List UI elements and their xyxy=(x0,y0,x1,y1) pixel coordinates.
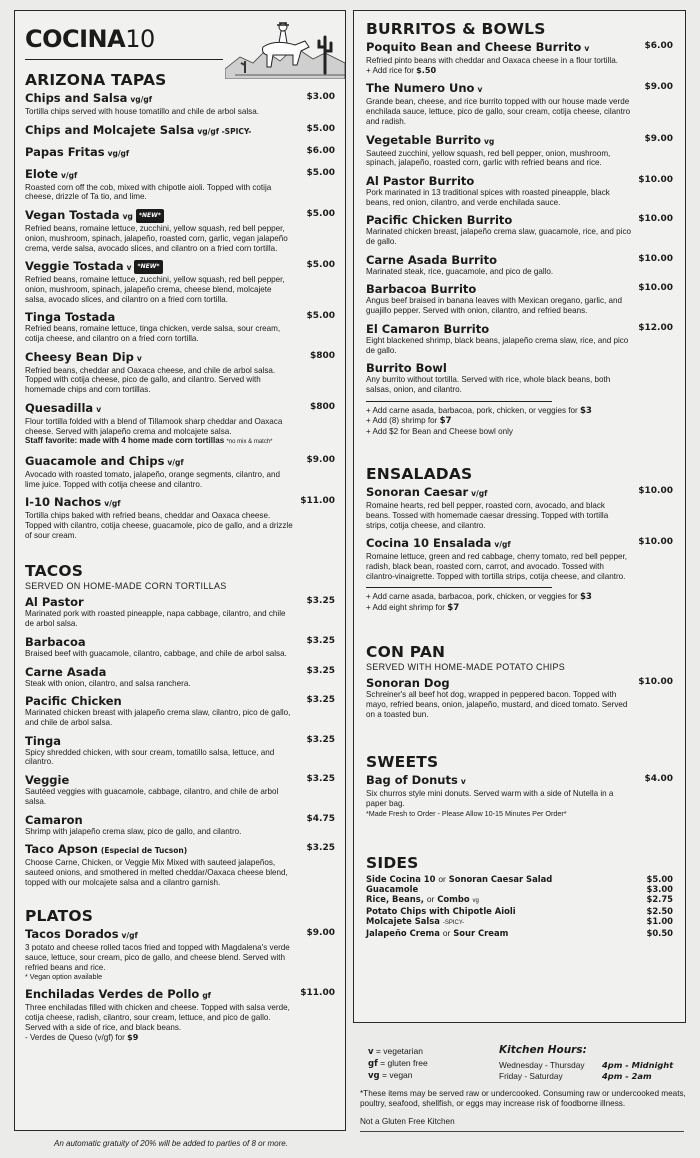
side-a: Potato Chips with Chipotle Aioli xyxy=(366,905,516,916)
item-description: Refried pinto beans with cheddar and Oaxaca cheese in a flour tortilla. xyxy=(366,56,618,65)
diet-tag: (Especial de Tucson) xyxy=(100,846,188,856)
item-title: Tacos Dorados xyxy=(25,927,119,942)
item-price: $10.00 xyxy=(638,677,673,688)
con-pan-subheading: SERVED WITH HOME-MADE POTATO CHIPS xyxy=(366,662,566,673)
item-description: Marinated steak, rice, guacamole, and pico de gallo. xyxy=(366,266,554,276)
item-description: Tortilla chips baked with refried beans, cheddar and Oaxaca cheese. Topped with cilantro, cotija cheese, guacamole, pico de gallo, and a drizzle of sour cream. xyxy=(25,511,293,540)
menu-item xyxy=(366,773,673,817)
item-name xyxy=(366,361,631,375)
item-price: $9.00 xyxy=(644,82,673,93)
left-menu-panel xyxy=(14,10,346,1131)
item-description: Pork marinated in 13 traditional spices with roasted pineapple, black beans, red onion, cilantro, and verde enchilada sauce. xyxy=(366,187,610,207)
menu-item xyxy=(25,401,335,448)
side-tag: vg xyxy=(472,897,479,904)
diet-tag: v/gf xyxy=(61,170,78,180)
item-addon xyxy=(366,66,631,76)
side-name xyxy=(366,928,508,938)
item-name xyxy=(25,595,293,609)
item-name xyxy=(25,145,293,161)
burritos-divider xyxy=(366,401,552,402)
item-description: Eight blackened shrimp, black beans, jalapeño crema slaw, rice, and pico de gallo. xyxy=(366,335,629,355)
item-title: Barbacoa Burrito xyxy=(366,282,477,297)
side-price: $1.00 xyxy=(646,915,673,926)
diet-tag: vg/gf xyxy=(107,148,130,158)
addon-price: $3 xyxy=(579,405,592,416)
diet-tag: gf xyxy=(202,991,211,1001)
addon-text: + Add rice for xyxy=(366,65,414,75)
new-badge: *NEW* xyxy=(134,260,162,274)
item-title: I-10 Nachos xyxy=(25,495,102,510)
menu-item xyxy=(366,485,673,530)
menu-item xyxy=(25,454,335,489)
item-name xyxy=(25,123,293,139)
diet-tag: v xyxy=(477,85,483,95)
side-price: $2.50 xyxy=(646,905,673,916)
item-name xyxy=(366,536,631,552)
item-price: $5.00 xyxy=(306,167,335,178)
item-description: Refried beans, romaine lettuce, tinga chicken, verde salsa, sour cream, cotija cheese, and cilantro on a fried corn tortilla. xyxy=(25,324,281,344)
item-description: Six churros style mini donuts. Served warm with a side of Nutella in a paper bag. xyxy=(366,789,614,809)
menu-item xyxy=(25,350,335,395)
item-title: Guacamole and Chips xyxy=(25,453,165,468)
side-or: or xyxy=(442,927,451,938)
item-description: Steak with onion, cilantro, and salsa ranchera. xyxy=(25,678,191,688)
menu-item xyxy=(366,282,673,315)
item-description: Marinated chicken breast, jalapeño crema slaw, guacamole, rice, and pico de gallo. xyxy=(366,227,631,247)
item-description: Sautéed veggies with guacamole, cabbage, cilantro, and chile de arbol salsa. xyxy=(25,787,279,806)
item-name xyxy=(25,454,293,470)
item-price: $800 xyxy=(309,401,335,412)
menu-item xyxy=(25,734,335,767)
item-title: Carne Asada xyxy=(25,664,107,679)
side-a: Guacamole xyxy=(366,883,419,894)
ensaladas-list xyxy=(366,485,673,581)
item-name xyxy=(25,91,293,107)
legend-row xyxy=(368,1058,428,1070)
item-name xyxy=(25,635,293,649)
item-description: Sauteed zucchini, yellow squash, red bell pepper, onion, mushroom, spinach, jalapeño, roasted corn, garlic with refried beans and rice. xyxy=(366,148,611,168)
item-name xyxy=(25,842,293,858)
arizona-tapas-heading: ARIZONA TAPAS xyxy=(25,71,167,89)
item-name xyxy=(25,208,293,224)
side-b: Sonoran Caesar Salad xyxy=(448,873,553,884)
item-name xyxy=(366,322,631,336)
legend-label: = gluten free xyxy=(380,1058,428,1068)
item-title: Taco Apson xyxy=(25,842,98,857)
menu-item xyxy=(25,123,335,139)
item-title: Veggie xyxy=(25,773,70,788)
addon-line xyxy=(366,592,673,603)
legend-key: gf xyxy=(368,1059,378,1069)
tacos-list xyxy=(25,595,335,887)
diet-tag: vg/gf xyxy=(130,95,153,104)
item-description: Spicy shredded chicken, with sour cream, tomatillo salsa, lettuce, and cilantro. xyxy=(25,747,275,767)
burritos-addons xyxy=(366,406,673,438)
item-title: Barbacoa xyxy=(25,634,86,649)
item-name xyxy=(366,676,631,690)
side-row xyxy=(366,884,673,894)
item-title: Sonoran Caesar xyxy=(366,485,469,500)
menu-item xyxy=(25,259,335,304)
item-title: Al Pastor xyxy=(25,595,84,610)
hours-time: 4pm - Midnight xyxy=(602,1060,674,1070)
diet-tag: v/gf xyxy=(494,540,511,550)
diet-tag: v/gf xyxy=(167,457,184,467)
item-price: $800 xyxy=(309,350,335,361)
menu-item xyxy=(25,773,335,806)
extra-text: - Verdes de Queso (v/gf) for xyxy=(25,1032,125,1042)
menu-item xyxy=(366,361,673,394)
diet-tag: v xyxy=(136,353,142,363)
item-title: Chips and Molcajete Salsa xyxy=(25,122,195,137)
addon-text: + Add carne asada, barbacoa, pork, chicken, or veggies for xyxy=(366,592,578,602)
item-name xyxy=(366,253,631,267)
hours-days: Friday - Saturday xyxy=(499,1070,563,1081)
sides-list xyxy=(366,874,673,938)
menu-item xyxy=(366,253,673,277)
item-price: $11.00 xyxy=(300,988,335,999)
item-price: $10.00 xyxy=(638,253,673,264)
item-name xyxy=(25,167,293,183)
con-pan-list xyxy=(366,676,673,719)
side-row xyxy=(366,874,673,884)
item-description: Marinated chicken breast with jalapeño crema slaw, cilantro, pico de gallo, and chile de arbol salsa. xyxy=(25,708,291,727)
hours-row xyxy=(499,1060,689,1071)
hours-row xyxy=(499,1071,689,1082)
item-description: Refried beans, cheddar and Oaxaca cheese, and chile de arbol salsa. Topped with cotija cheese, pico de gallo, and cilantro. Served with homemade chips and corn tortillas. xyxy=(25,365,276,395)
item-price: $4.00 xyxy=(644,774,673,785)
item-title: Veggie Tostada xyxy=(25,259,124,274)
item-description: Refried beans, romaine lettuce, zucchini, yellow squash, red bell pepper, onion, mushroom, spinach, jalapeño crema, cheese blend, molcajete salsa, avocado slices, and cilantro on a fried corn tortilla. xyxy=(25,275,285,304)
item-title: Enchiladas Verdes de Pollo xyxy=(25,987,200,1002)
menu-item xyxy=(25,167,335,202)
item-name xyxy=(366,213,631,227)
addon-line xyxy=(366,427,673,438)
footer-divider xyxy=(360,1131,684,1132)
addon-text: + Add (8) shrimp for xyxy=(366,416,438,426)
item-title: The Numero Uno xyxy=(366,81,475,96)
menu-item xyxy=(366,40,673,75)
logo-divider xyxy=(25,59,223,60)
item-name xyxy=(25,987,293,1003)
side-price: $5.00 xyxy=(646,873,673,884)
item-description: Avocado with roasted tomato, jalapeño, orange segments, cilantro, and lime juice. Topped with cotija cheese and cilantro. xyxy=(25,469,280,489)
addon-price: $7 xyxy=(447,602,460,613)
item-title: Vegetable Burrito xyxy=(366,132,481,147)
ensaladas-addons xyxy=(366,592,673,613)
menu-item xyxy=(25,208,335,253)
menu-item xyxy=(366,81,673,126)
sweets-list xyxy=(366,773,673,817)
item-title: Tinga Tostada xyxy=(25,310,116,325)
sweets-heading: SWEETS xyxy=(366,753,439,772)
new-badge: *NEW* xyxy=(136,209,164,223)
item-description: Roasted corn off the cob, mixed with chipotle aioli. Topped with cotija cheese, drizzle of Ta tio, and lime. xyxy=(25,182,272,202)
gratuity-note: An automatic gratuity of 20% will be added to parties of 8 or more. xyxy=(54,1139,288,1148)
gluten-free-note: Not a Gluten Free Kitchen xyxy=(360,1117,455,1126)
menu-item xyxy=(25,310,335,343)
sides-heading: SIDES xyxy=(366,853,419,872)
side-price: $0.50 xyxy=(646,927,673,938)
item-description: Tortilla chips served with house tomatillo and chile de arbol salsa. xyxy=(25,107,259,116)
cowboy-desert-illustration xyxy=(225,17,345,79)
side-price: $2.75 xyxy=(646,893,673,904)
item-title: Vegan Tostada xyxy=(25,208,120,223)
menu-item xyxy=(25,842,335,887)
diet-tag: vg xyxy=(483,136,495,146)
menu-item xyxy=(25,987,335,1042)
item-note: *Made Fresh to Order - Please Allow 10-15 Minutes Per Order* xyxy=(366,808,567,818)
item-name xyxy=(366,485,631,501)
brand-logo: COCINA10 xyxy=(25,25,155,53)
menu-item xyxy=(25,694,335,727)
item-description: Flour tortilla folded with a blend of Tillamook sharp cheddar and Oaxaca cheese. Served with jalapeño crema and molcajete salsa. xyxy=(25,416,283,436)
item-title: Cocina 10 Ensalada xyxy=(366,536,492,551)
item-title: Camaron xyxy=(25,812,83,827)
con-pan-heading: CON PAN xyxy=(366,643,446,662)
side-row xyxy=(366,916,673,928)
item-price: $3.25 xyxy=(306,596,335,607)
item-name xyxy=(25,665,293,679)
extra-price: $9 xyxy=(127,1031,139,1042)
addon-price: $3 xyxy=(579,592,592,603)
item-description: Schreiner's all beef hot dog, wrapped in peppered bacon. Topped with mayo, refried beans, onion, jalapeño, mustard, and diced tomato. Served on a toasted bun. xyxy=(366,690,628,719)
menu-item xyxy=(25,495,335,540)
diet-tag: v xyxy=(460,777,466,787)
item-title: Chips and Salsa xyxy=(25,91,128,105)
kitchen-hours-title: Kitchen Hours: xyxy=(499,1044,587,1056)
item-price: $3.25 xyxy=(306,665,335,676)
tacos-subheading: SERVED ON HOME-MADE CORN TORTILLAS xyxy=(25,581,227,592)
side-name xyxy=(366,906,516,916)
legend-key: vg xyxy=(368,1071,380,1081)
addon-text: + Add $2 for Bean and Cheese bowl only xyxy=(366,426,513,436)
burritos-heading: BURRITOS & BOWLS xyxy=(366,20,546,38)
side-a: Molcajete Salsa xyxy=(366,915,440,926)
addon-line xyxy=(366,416,673,427)
menu-item xyxy=(366,133,673,168)
item-description: Romaine lettuce, green and red cabbage, cherry tomato, red bell pepper, radish, black bean, roasted corn, carrot, and avocado. Tossed with cilantro-vinaigrette. Topped with tortilla strips, cotija cheese, and cilantro. xyxy=(366,552,627,581)
addon-line xyxy=(366,406,673,417)
legend-row xyxy=(368,1070,428,1082)
platos-list xyxy=(25,927,335,1042)
item-name xyxy=(366,773,631,789)
side-a: Rice, Beans, xyxy=(366,893,424,904)
item-name xyxy=(25,773,293,787)
item-title: El Camaron Burrito xyxy=(366,321,490,336)
item-name xyxy=(366,133,631,149)
item-name xyxy=(25,495,293,511)
item-price: $10.00 xyxy=(638,486,673,497)
item-price: $5.00 xyxy=(306,123,335,134)
item-name xyxy=(25,694,293,708)
side-tag: -SPICY- xyxy=(442,919,465,926)
item-price: $10.00 xyxy=(638,214,673,225)
item-price: $4.75 xyxy=(306,813,335,824)
platos-heading: PLATOS xyxy=(25,907,94,926)
hours-days: Wednesday - Thursday xyxy=(499,1060,585,1070)
addon-price: $7 xyxy=(439,416,452,427)
item-price: $12.00 xyxy=(638,322,673,333)
ensaladas-heading: ENSALADAS xyxy=(366,465,473,484)
side-name xyxy=(366,916,464,928)
item-name xyxy=(366,40,631,56)
hours-time: 4pm - 2am xyxy=(602,1070,652,1081)
item-description: Marinated pork with roasted pineapple, napa cabbage, cilantro, and chile de arbol salsa. xyxy=(25,609,286,629)
menu-item xyxy=(366,322,673,355)
side-a: Side Cocina 10 xyxy=(366,873,436,884)
item-name xyxy=(25,259,293,275)
item-price: $5.00 xyxy=(306,260,335,271)
addon-text: + Add eight shrimp for xyxy=(366,602,445,612)
item-title: Tinga xyxy=(25,733,61,748)
item-name xyxy=(366,81,631,97)
item-name xyxy=(366,282,631,296)
item-title: Elote xyxy=(25,166,58,181)
menu-item xyxy=(25,635,335,659)
staff-note: *no mix & match* xyxy=(226,439,273,446)
item-description: Choose Carne, Chicken, or Veggie Mix Mixed with sauteed jalapeños, sauteed onions, and smothered in melted cheddar/Oaxaca cheese blend, topped with our molcajete salsa and a cilantro garnish. xyxy=(25,858,288,887)
staff-text: Staff favorite: made with 4 home made corn tortillas xyxy=(25,436,225,446)
tacos-heading: TACOS xyxy=(25,562,84,581)
side-row xyxy=(366,928,673,938)
item-price: $3.25 xyxy=(306,843,335,854)
item-title: Sonoran Dog xyxy=(366,676,450,691)
side-name xyxy=(366,894,479,906)
item-price: $10.00 xyxy=(638,283,673,294)
item-description: Angus beef braised in banana leaves with Mexican oregano, garlic, and guajillo pepper. Served with onion, cilantro, and refried beans. xyxy=(366,296,623,316)
item-price: $3.25 xyxy=(306,695,335,706)
menu-item xyxy=(25,813,335,837)
side-row xyxy=(366,894,673,906)
diet-tag: v/gf xyxy=(471,489,488,499)
item-title: Pacific Chicken xyxy=(25,694,122,709)
item-price: $3.00 xyxy=(306,92,335,102)
side-name xyxy=(366,874,552,884)
item-price: $11.00 xyxy=(300,496,335,507)
item-name xyxy=(25,401,293,417)
item-name xyxy=(25,310,293,324)
item-description: Any burrito without tortilla. Served with rice, whole black beans, both salsas, onion, and cilantro. xyxy=(366,375,611,394)
side-row xyxy=(366,906,673,916)
diet-legend xyxy=(368,1046,428,1082)
item-price: $5.00 xyxy=(306,311,335,322)
right-menu-panel xyxy=(353,10,686,1023)
legend-key: v xyxy=(368,1047,374,1057)
item-price: $3.25 xyxy=(306,635,335,646)
item-description: Three enchiladas filled with chicken and cheese. Topped with salsa verde, cotija cheese, radish, cilantro, sour cream, lettuce, and pico de gallo. Served with a side of rice, and black beans. xyxy=(25,1003,290,1032)
menu-item xyxy=(366,174,673,207)
ensaladas-divider xyxy=(366,587,552,588)
side-or: or xyxy=(438,873,446,884)
diet-tag: v xyxy=(584,44,590,53)
menu-item xyxy=(25,665,335,689)
item-price: $10.00 xyxy=(638,174,673,185)
item-price: $9.00 xyxy=(306,454,335,465)
item-name xyxy=(366,174,631,188)
legend-row xyxy=(368,1046,428,1058)
item-description: Romaine hearts, red bell pepper, roasted corn, avocado, and black beans. Tossed with homemade caesar dressing. Topped with tortilla strips, cotija cheese, and cilantro. xyxy=(366,501,609,530)
addon-price: $.50 xyxy=(416,64,437,75)
item-title: Bag of Donuts xyxy=(366,773,458,788)
menu-item xyxy=(366,213,673,246)
side-price: $3.00 xyxy=(646,883,673,894)
item-title: Quesadilla xyxy=(25,400,94,415)
menu-item xyxy=(25,145,335,161)
menu-item xyxy=(366,676,673,719)
side-a: Jalapeño Crema xyxy=(366,927,440,938)
diet-tag: v/gf xyxy=(121,931,138,941)
menu-item xyxy=(25,595,335,628)
item-name xyxy=(25,734,293,748)
side-name xyxy=(366,884,418,894)
burritos-list xyxy=(366,40,673,395)
item-price: $3.25 xyxy=(306,734,335,745)
raw-food-disclaimer: *These items may be served raw or undercooked. Consuming raw or undercooked meats, poultry, seafood, shellfish, or eggs may increase risk of foodborne illness. xyxy=(360,1089,686,1108)
item-price: $6.00 xyxy=(644,41,673,51)
item-title: Burrito Bowl xyxy=(366,361,447,376)
staff-favorite xyxy=(25,436,293,448)
item-title: Pacific Chicken Burrito xyxy=(366,213,513,228)
legend-label: = vegetarian xyxy=(375,1046,423,1056)
item-description: Braised beef with guacamole, cilantro, cabbage, and chile de arbol salsa. xyxy=(25,648,287,658)
item-title: Papas Fritas xyxy=(25,144,105,159)
item-title: Cheesy Bean Dip xyxy=(25,349,134,364)
item-note: * Vegan option available xyxy=(25,972,103,982)
menu-item xyxy=(25,91,335,117)
diet-tag: v xyxy=(96,404,102,414)
item-description: 3 potato and cheese rolled tacos fried and topped with Magdalena's verde sauce, lettuce, sour cream, pico de gallo, and cheese blend. Served with refried beans and rice. xyxy=(25,943,290,972)
side-or: or xyxy=(426,893,435,904)
item-description: Grande bean, cheese, and rice burrito topped with our house made verde enchilada sauce, lettuce, pico de gallo, sour cream, cotija cheese, cilantro and radish. xyxy=(366,97,631,126)
menu-item xyxy=(366,536,673,581)
side-b: Combo xyxy=(437,893,470,904)
item-price: $10.00 xyxy=(638,537,673,548)
addon-line xyxy=(366,603,673,614)
item-price: $9.00 xyxy=(644,133,673,144)
diet-tag: vg/gf -SPICY- xyxy=(197,126,252,136)
item-price: $6.00 xyxy=(306,145,335,156)
item-title: Carne Asada Burrito xyxy=(366,252,497,267)
diet-tag: v/gf xyxy=(104,499,121,509)
diet-tag: vg xyxy=(122,212,133,222)
side-b: Sour Cream xyxy=(453,927,509,938)
legend-label: = vegan xyxy=(382,1070,413,1080)
item-name xyxy=(25,813,293,827)
item-description: Shrimp with jalapeño crema slaw, pico de gallo, and cilantro. xyxy=(25,826,242,836)
kitchen-hours xyxy=(499,1044,689,1081)
menu-item xyxy=(25,927,335,981)
item-price: $3.25 xyxy=(306,774,335,785)
item-name xyxy=(25,927,293,943)
addon-text: + Add carne asada, barbacoa, pork, chicken, or veggies for xyxy=(366,405,578,415)
item-extra xyxy=(25,1033,293,1043)
item-name xyxy=(25,350,293,366)
diet-tag: v xyxy=(126,263,132,273)
item-description: Refried beans, romaine lettuce, zucchini, yellow squash, red bell pepper, onion, mushroom, spinach, jalapeño, roasted corn, garlic, vegan jalapeño crema, verde salsa, avocado slices, and cilantro on a fried corn tortilla. xyxy=(25,224,288,253)
item-title: Al Pastor Burrito xyxy=(366,173,475,188)
item-price: $9.00 xyxy=(306,928,335,939)
arizona-tapas-list xyxy=(25,91,335,540)
item-price: $5.00 xyxy=(306,209,335,220)
item-title: Poquito Bean and Cheese Burrito xyxy=(366,40,582,54)
